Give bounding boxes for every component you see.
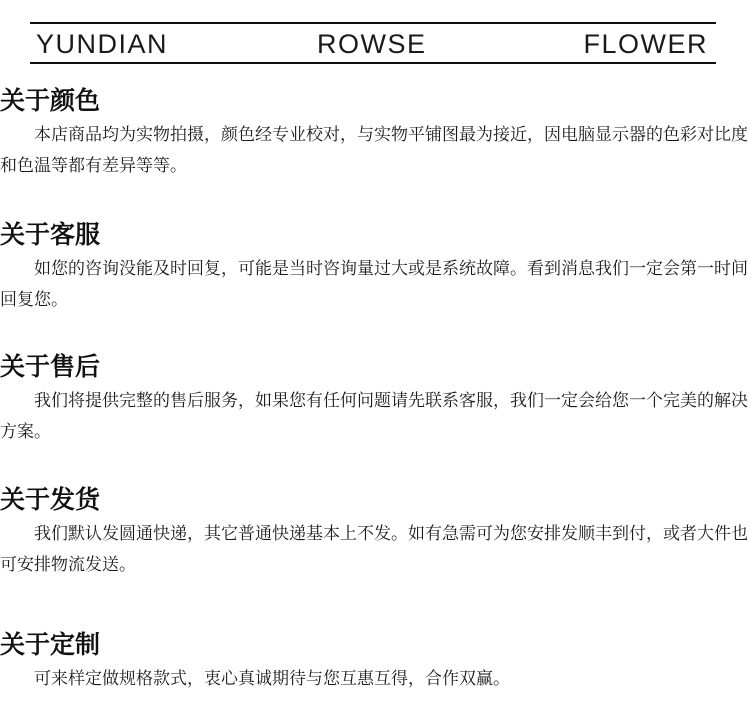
section-title-color: 关于颜色 xyxy=(0,86,101,115)
section-body-aftersales: 我们将提供完整的售后服务，如果您有任何问题请先联系客服，我们一定会给您一个完美的解决方案。 xyxy=(0,391,748,442)
brand-word-yundian: YUNDIAN xyxy=(36,29,169,59)
section-body-shipping: 我们默认发圆通快递，其它普通快递基本上不发。如有急需可为您安排发顺丰到付，或者大件也可安排物流发送。 xyxy=(0,524,748,575)
section-title-aftersales: 关于售后 xyxy=(0,352,101,381)
section-body-color: 本店商品均为实物拍摄，颜色经专业校对，与实物平铺图最为接近，因电脑显示器的色彩对比度和色温等都有差异等等。 xyxy=(0,125,748,176)
section-color xyxy=(0,86,753,182)
section-service xyxy=(0,220,753,316)
brand-word-rowse: ROWSE xyxy=(317,29,427,59)
brand-header xyxy=(30,22,716,64)
section-title-shipping: 关于发货 xyxy=(0,485,101,514)
section-aftersales xyxy=(0,352,753,448)
section-title-service: 关于客服 xyxy=(0,220,101,249)
section-custom xyxy=(0,630,753,695)
section-body-custom: 可来样定做规格款式，衷心真诚期待与您互惠互得，合作双赢。 xyxy=(34,669,510,689)
section-shipping xyxy=(0,485,753,581)
section-title-custom: 关于定制 xyxy=(0,630,101,659)
section-body-service: 如您的咨询没能及时回复，可能是当时咨询量过大或是系统故障。看到消息我们一定会第一时间回复您。 xyxy=(0,259,748,310)
brand-word-flower: FLOWER xyxy=(583,29,708,59)
